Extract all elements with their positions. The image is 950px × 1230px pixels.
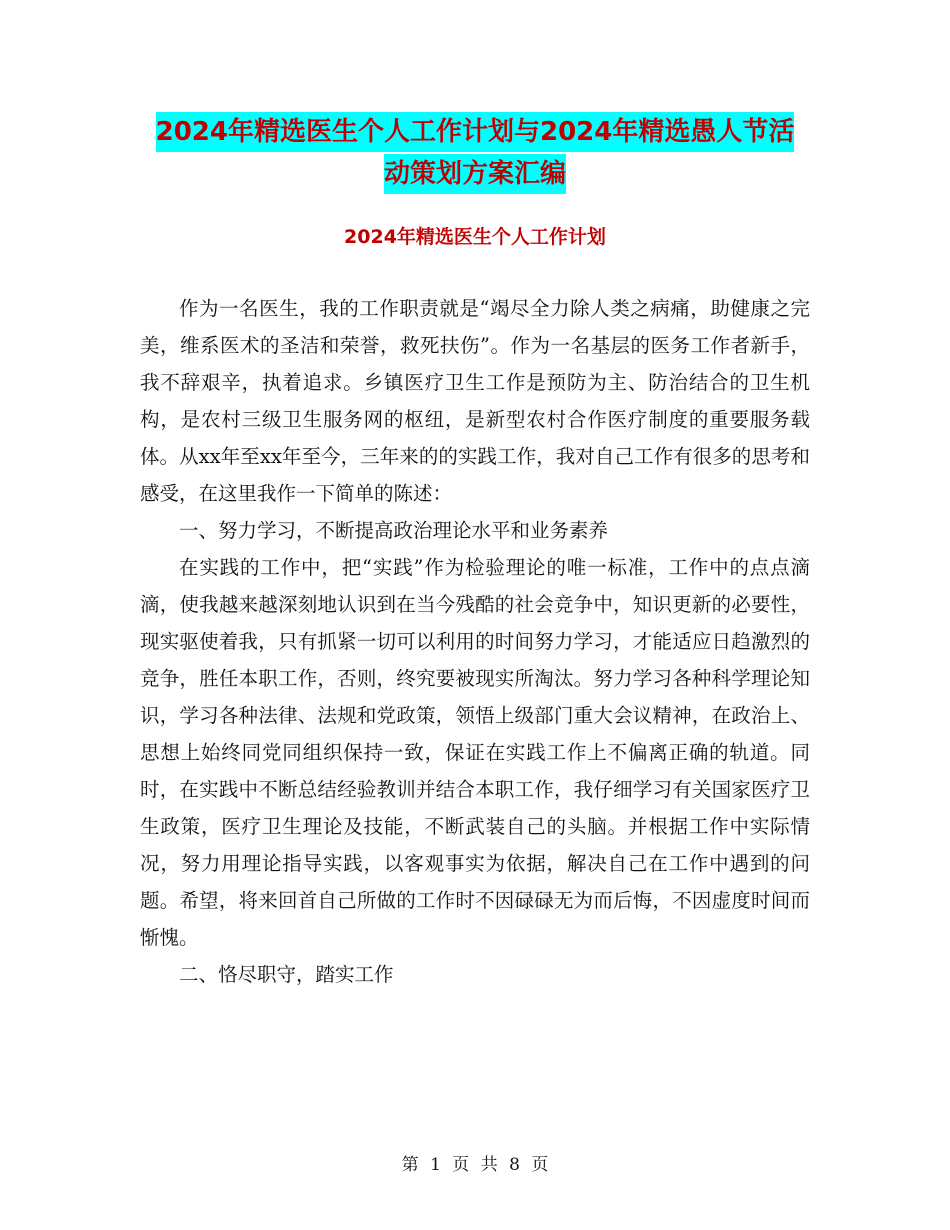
document-title-text-2: 动策划方案汇编	[384, 154, 566, 194]
heading-duty: 二、恪尽职守，踏实工作	[179, 963, 394, 986]
page-number-footer: 第 1 页 共 8 页	[401, 1155, 549, 1175]
paragraph-intro: 作为一名医生，我的工作职责就是“竭尽全力除人类之病痛，助健康之完美，维系医术的圣洁和荣誉，救死扶伤”。作为一名基层的医务工作者新手，我不辞艰辛，执着追求。乡镇医疗卫生工作是预防为主、防治结合的卫生机构，是农村三级卫生服务网的枢纽，是新型农村合作医疗制度的重要服务载体。从xx年至xx年至今，三年来的的实践工作，我对自己工作有很多的思考和感受，在这里我作一下简单的陈述：	[140, 297, 810, 505]
document-title-line-1	[0, 119, 950, 145]
paragraph-study: 在实践的工作中，把“实践”作为检验理论的唯一标准，工作中的点点滴滴，使我越来越深刻地认识到在当今残酷的社会竞争中，知识更新的必要性，现实驱使着我，只有抓紧一切可以利用的时间努力学习，才能适应日趋激烈的竞争，胜任本职工作，否则，终究要被现实所淘汰。努力学习各种科学理论知识，学习各种法律、法规和党政策，领悟上级部门重大会议精神，在政治上、思想上始终同党同组织保持一致，保证在实践工作上不偏离正确的轨道。同时，在实践中不断总结经验教训并结合本职工作，我仔细学习有关国家医疗卫生政策，医疗卫生理论及技能，不断武装自己的头脑。并根据工作中实际情况，努力用理论指导实践，以客观事实为依据，解决自己在工作中遇到的问题。希望，将来回首自己所做的工作时不因碌碌无为而后悔，不因虚度时间而惭愧。	[140, 556, 810, 949]
section-title: 2024年精选医生个人工作计划	[344, 226, 606, 248]
document-body	[140, 290, 810, 993]
heading-study: 一、努力学习，不断提高政治理论水平和业务素养	[179, 519, 609, 542]
document-title-line-2	[0, 161, 950, 187]
document-title-text-1: 2024年精选医生个人工作计划与2024年精选愚人节活	[156, 112, 795, 152]
